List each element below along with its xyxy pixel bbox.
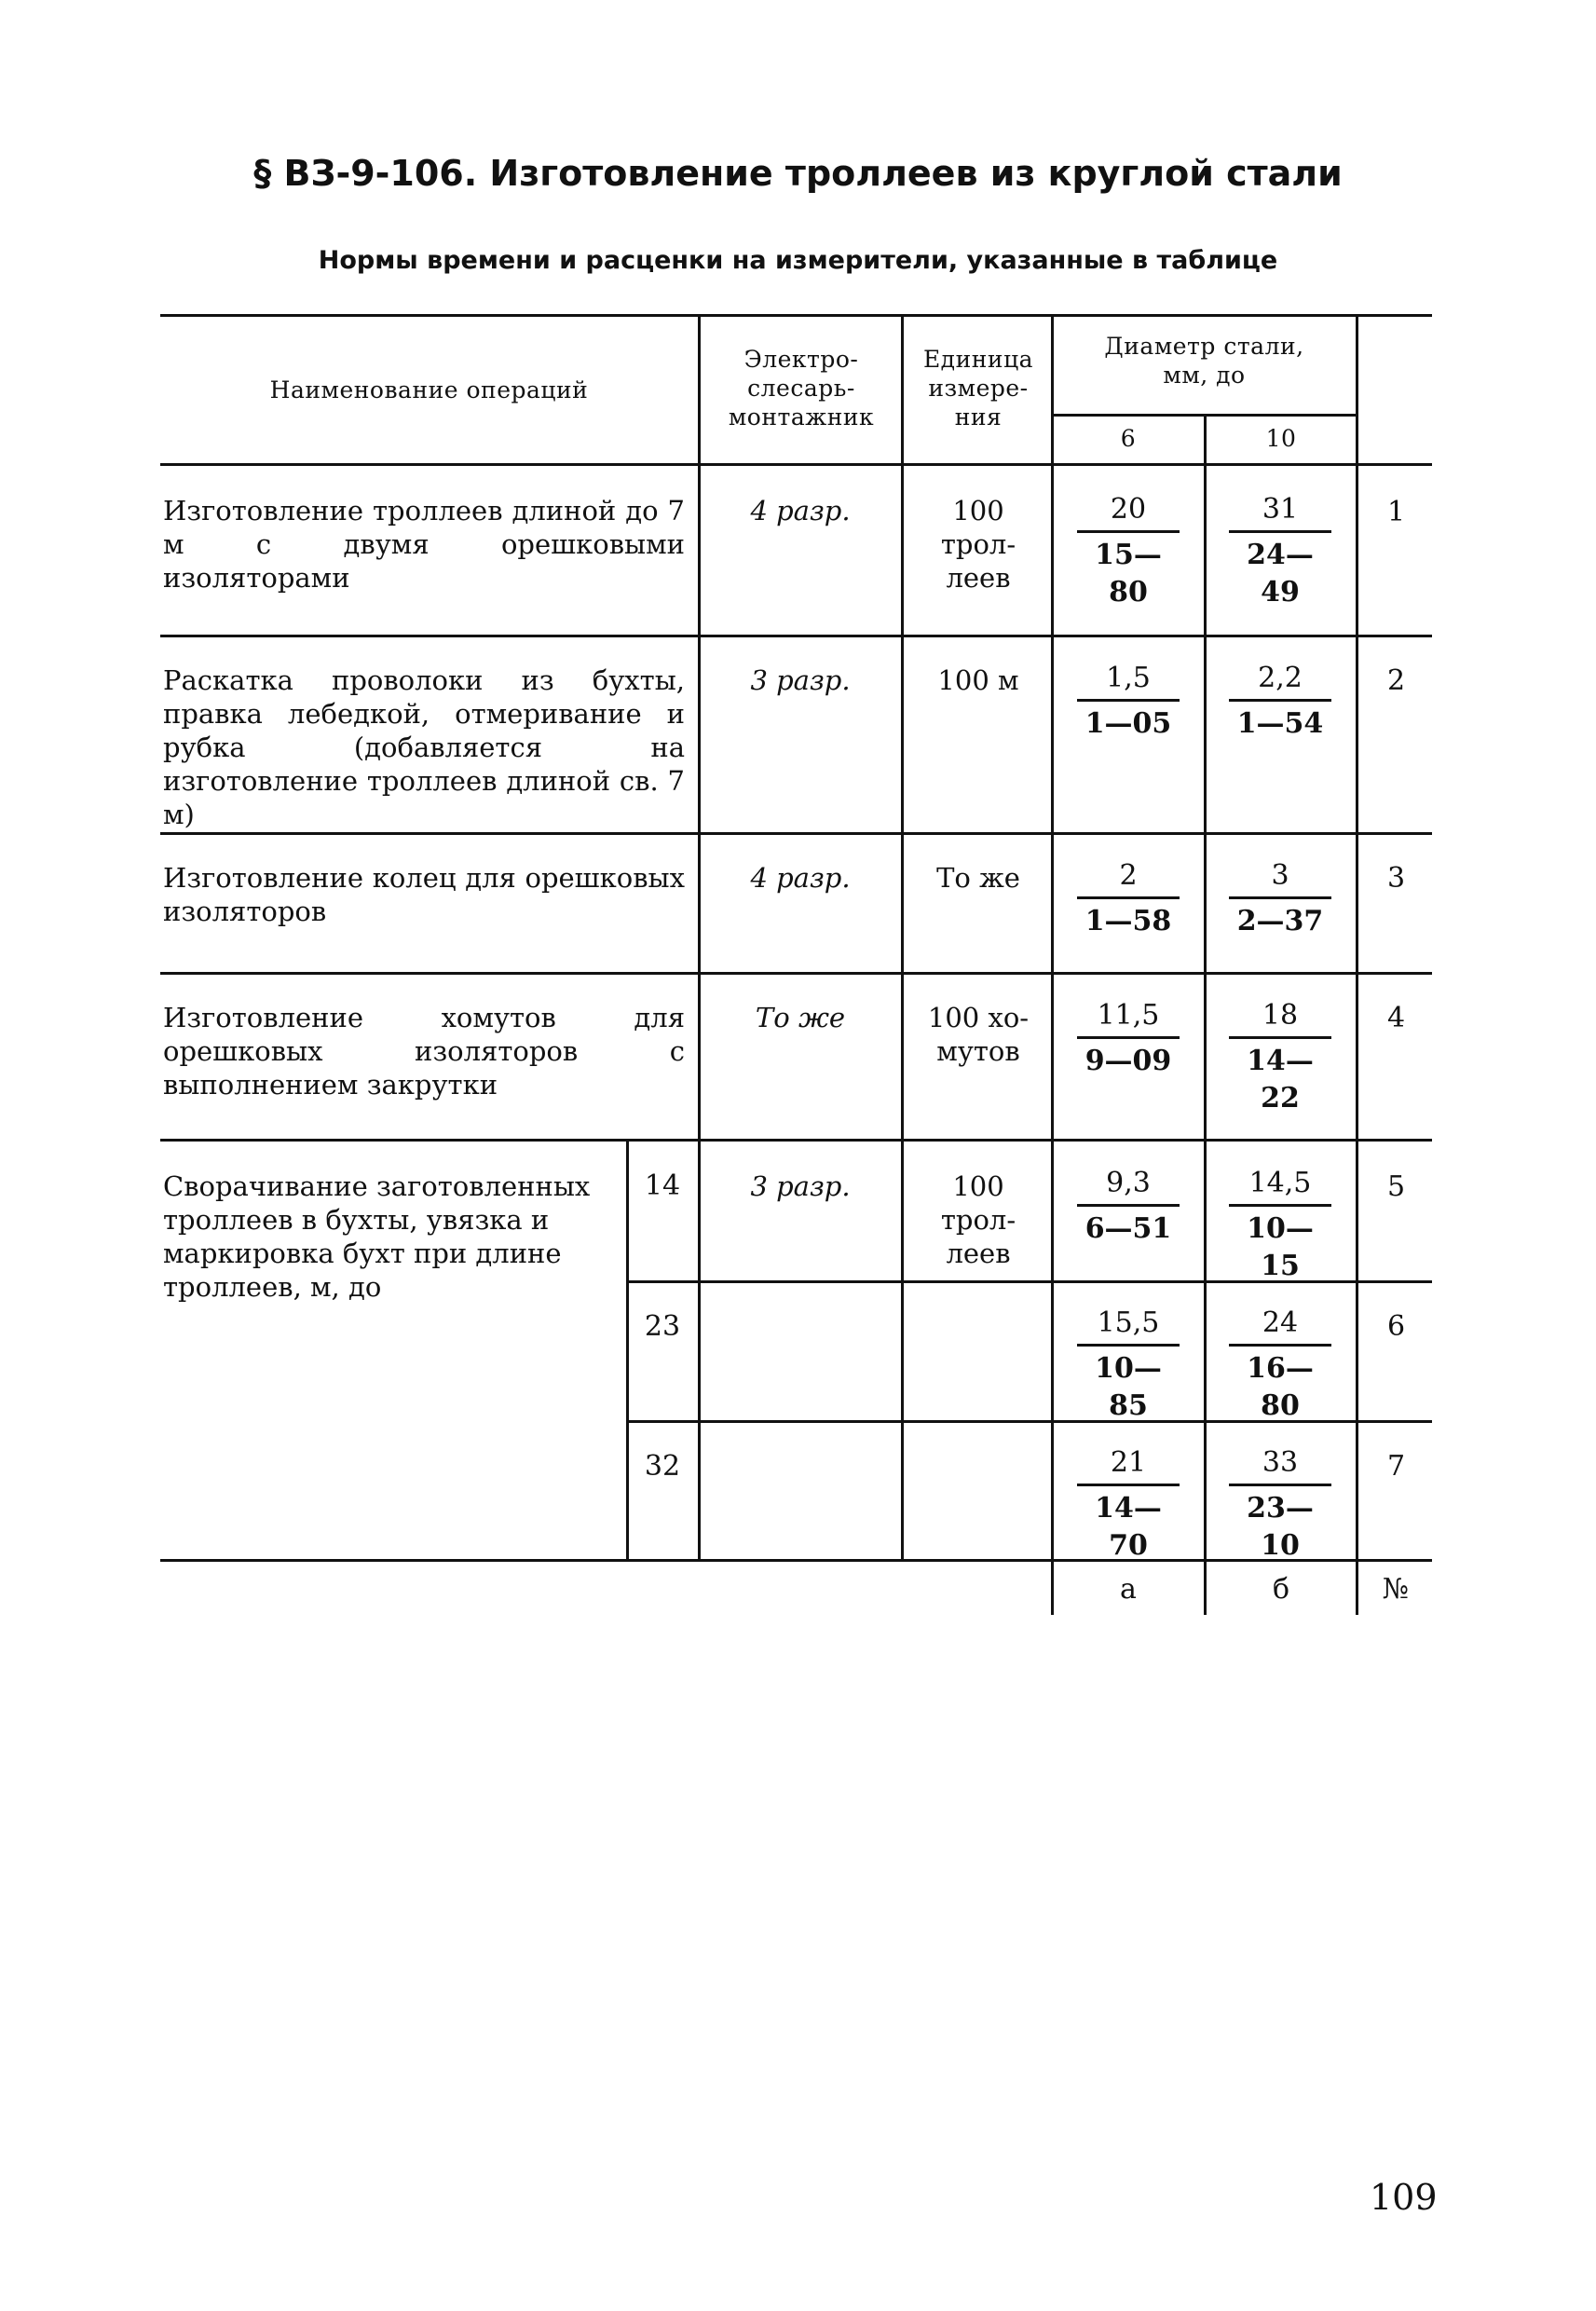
norm-price-a <box>1077 1165 1180 1248</box>
time-norm: 2 <box>1119 859 1138 892</box>
norm-price-b <box>1229 857 1331 940</box>
header-worker: Электро-слесарь-монтажник <box>728 346 875 431</box>
norm-price-b <box>1229 660 1331 743</box>
norm-price-a <box>1077 491 1180 611</box>
unit-cell: 100 м <box>937 664 1019 696</box>
length-value: 14 <box>644 1169 681 1202</box>
footer-col-no: № <box>1382 1573 1410 1606</box>
price: 1—58 <box>1084 905 1172 937</box>
norm-price-b <box>1229 1305 1331 1425</box>
row-number: 1 <box>1386 496 1406 528</box>
header-col-10: 10 <box>1265 425 1297 452</box>
time-norm: 31 <box>1262 493 1299 526</box>
worker-grade: 3 разр. <box>750 664 851 696</box>
time-norm: 24 <box>1262 1306 1299 1339</box>
time-norm: 9,3 <box>1106 1167 1151 1199</box>
time-norm: 20 <box>1110 493 1147 526</box>
page-subtitle: Нормы времени и расценки на измерители, указанные в таблице <box>318 246 1278 275</box>
unit-cell: 100 трол-леев <box>940 495 1016 594</box>
worker-grade: 4 разр. <box>750 862 851 894</box>
price: 9—09 <box>1084 1045 1172 1077</box>
price: 10—15 <box>1247 1212 1314 1282</box>
norm-price-b <box>1229 997 1331 1117</box>
norm-price-b <box>1229 1444 1331 1565</box>
norm-price-a <box>1077 997 1180 1080</box>
operation-name: Изготовление хомутов для орешковых изоляторов с выполнением закрутки <box>163 1002 685 1101</box>
norm-price-b <box>1229 1165 1331 1285</box>
price: 1—05 <box>1084 707 1172 740</box>
row-number: 5 <box>1386 1170 1406 1203</box>
time-norm: 1,5 <box>1106 662 1151 694</box>
operation-name: Сворачивание заготовленных троллеев в бухты, увязка и маркировка бухт при длине троллеев, м, до <box>163 1170 591 1303</box>
norm-price-a <box>1077 1305 1180 1425</box>
norm-price-a <box>1077 660 1180 743</box>
header-operation: Наименование операций <box>269 376 589 403</box>
page-title: § ВЗ-9-106. Изготовление троллеев из круглой стали <box>253 153 1343 194</box>
time-norm: 33 <box>1262 1446 1299 1479</box>
time-norm: 2,2 <box>1258 662 1303 694</box>
time-norm: 11,5 <box>1097 999 1160 1032</box>
price: 23—10 <box>1247 1492 1314 1562</box>
time-norm: 15,5 <box>1097 1306 1160 1339</box>
unit-cell: 100 хо-мутов <box>927 1002 1030 1067</box>
page-number: 109 <box>1370 2177 1438 2218</box>
price: 15—80 <box>1095 539 1162 609</box>
price: 16—80 <box>1247 1352 1314 1422</box>
header-col-6: 6 <box>1120 425 1137 452</box>
row-number: 3 <box>1386 862 1406 895</box>
price: 14—22 <box>1247 1045 1314 1114</box>
worker-grade: 3 разр. <box>750 1170 851 1202</box>
norm-price-b <box>1229 491 1331 611</box>
row-number: 4 <box>1386 1002 1406 1034</box>
length-value: 23 <box>644 1310 681 1343</box>
row-number: 6 <box>1386 1310 1406 1343</box>
operation-name: Изготовление троллеев длиной до 7 м с двумя орешковыми изоляторами <box>163 495 685 594</box>
row-number: 7 <box>1386 1450 1406 1483</box>
header-diameter: Диаметр стали, мм, до <box>1104 333 1304 389</box>
price: 6—51 <box>1084 1212 1172 1245</box>
time-norm: 14,5 <box>1248 1167 1312 1199</box>
worker-grade: То же <box>755 1002 846 1033</box>
time-norm: 18 <box>1262 999 1299 1032</box>
time-norm: 3 <box>1271 859 1289 892</box>
footer-col-b: б <box>1272 1573 1290 1606</box>
unit-cell: То же <box>936 862 1020 894</box>
operation-name: Изготовление колец для орешковых изоляторов <box>163 862 685 927</box>
price: 10—85 <box>1095 1352 1162 1422</box>
operation-name: Раскатка проволоки из бухты, правка лебедкой, отмеривание и рубка (добавляется на изготовление троллеев длиной св. 7 м) <box>163 664 685 830</box>
time-norm: 21 <box>1110 1446 1147 1479</box>
unit-cell: 100 трол-леев <box>940 1170 1016 1269</box>
length-value: 32 <box>644 1450 681 1483</box>
price: 2—37 <box>1236 905 1324 937</box>
price: 1—54 <box>1236 707 1324 740</box>
row-number: 2 <box>1386 664 1406 697</box>
norm-price-a <box>1077 1444 1180 1565</box>
header-unit: Единица измере-ния <box>922 346 1034 431</box>
footer-col-a: а <box>1120 1573 1137 1606</box>
price: 24—49 <box>1247 539 1314 609</box>
price: 14—70 <box>1095 1492 1162 1562</box>
norm-price-a <box>1077 857 1180 940</box>
worker-grade: 4 разр. <box>750 495 851 526</box>
